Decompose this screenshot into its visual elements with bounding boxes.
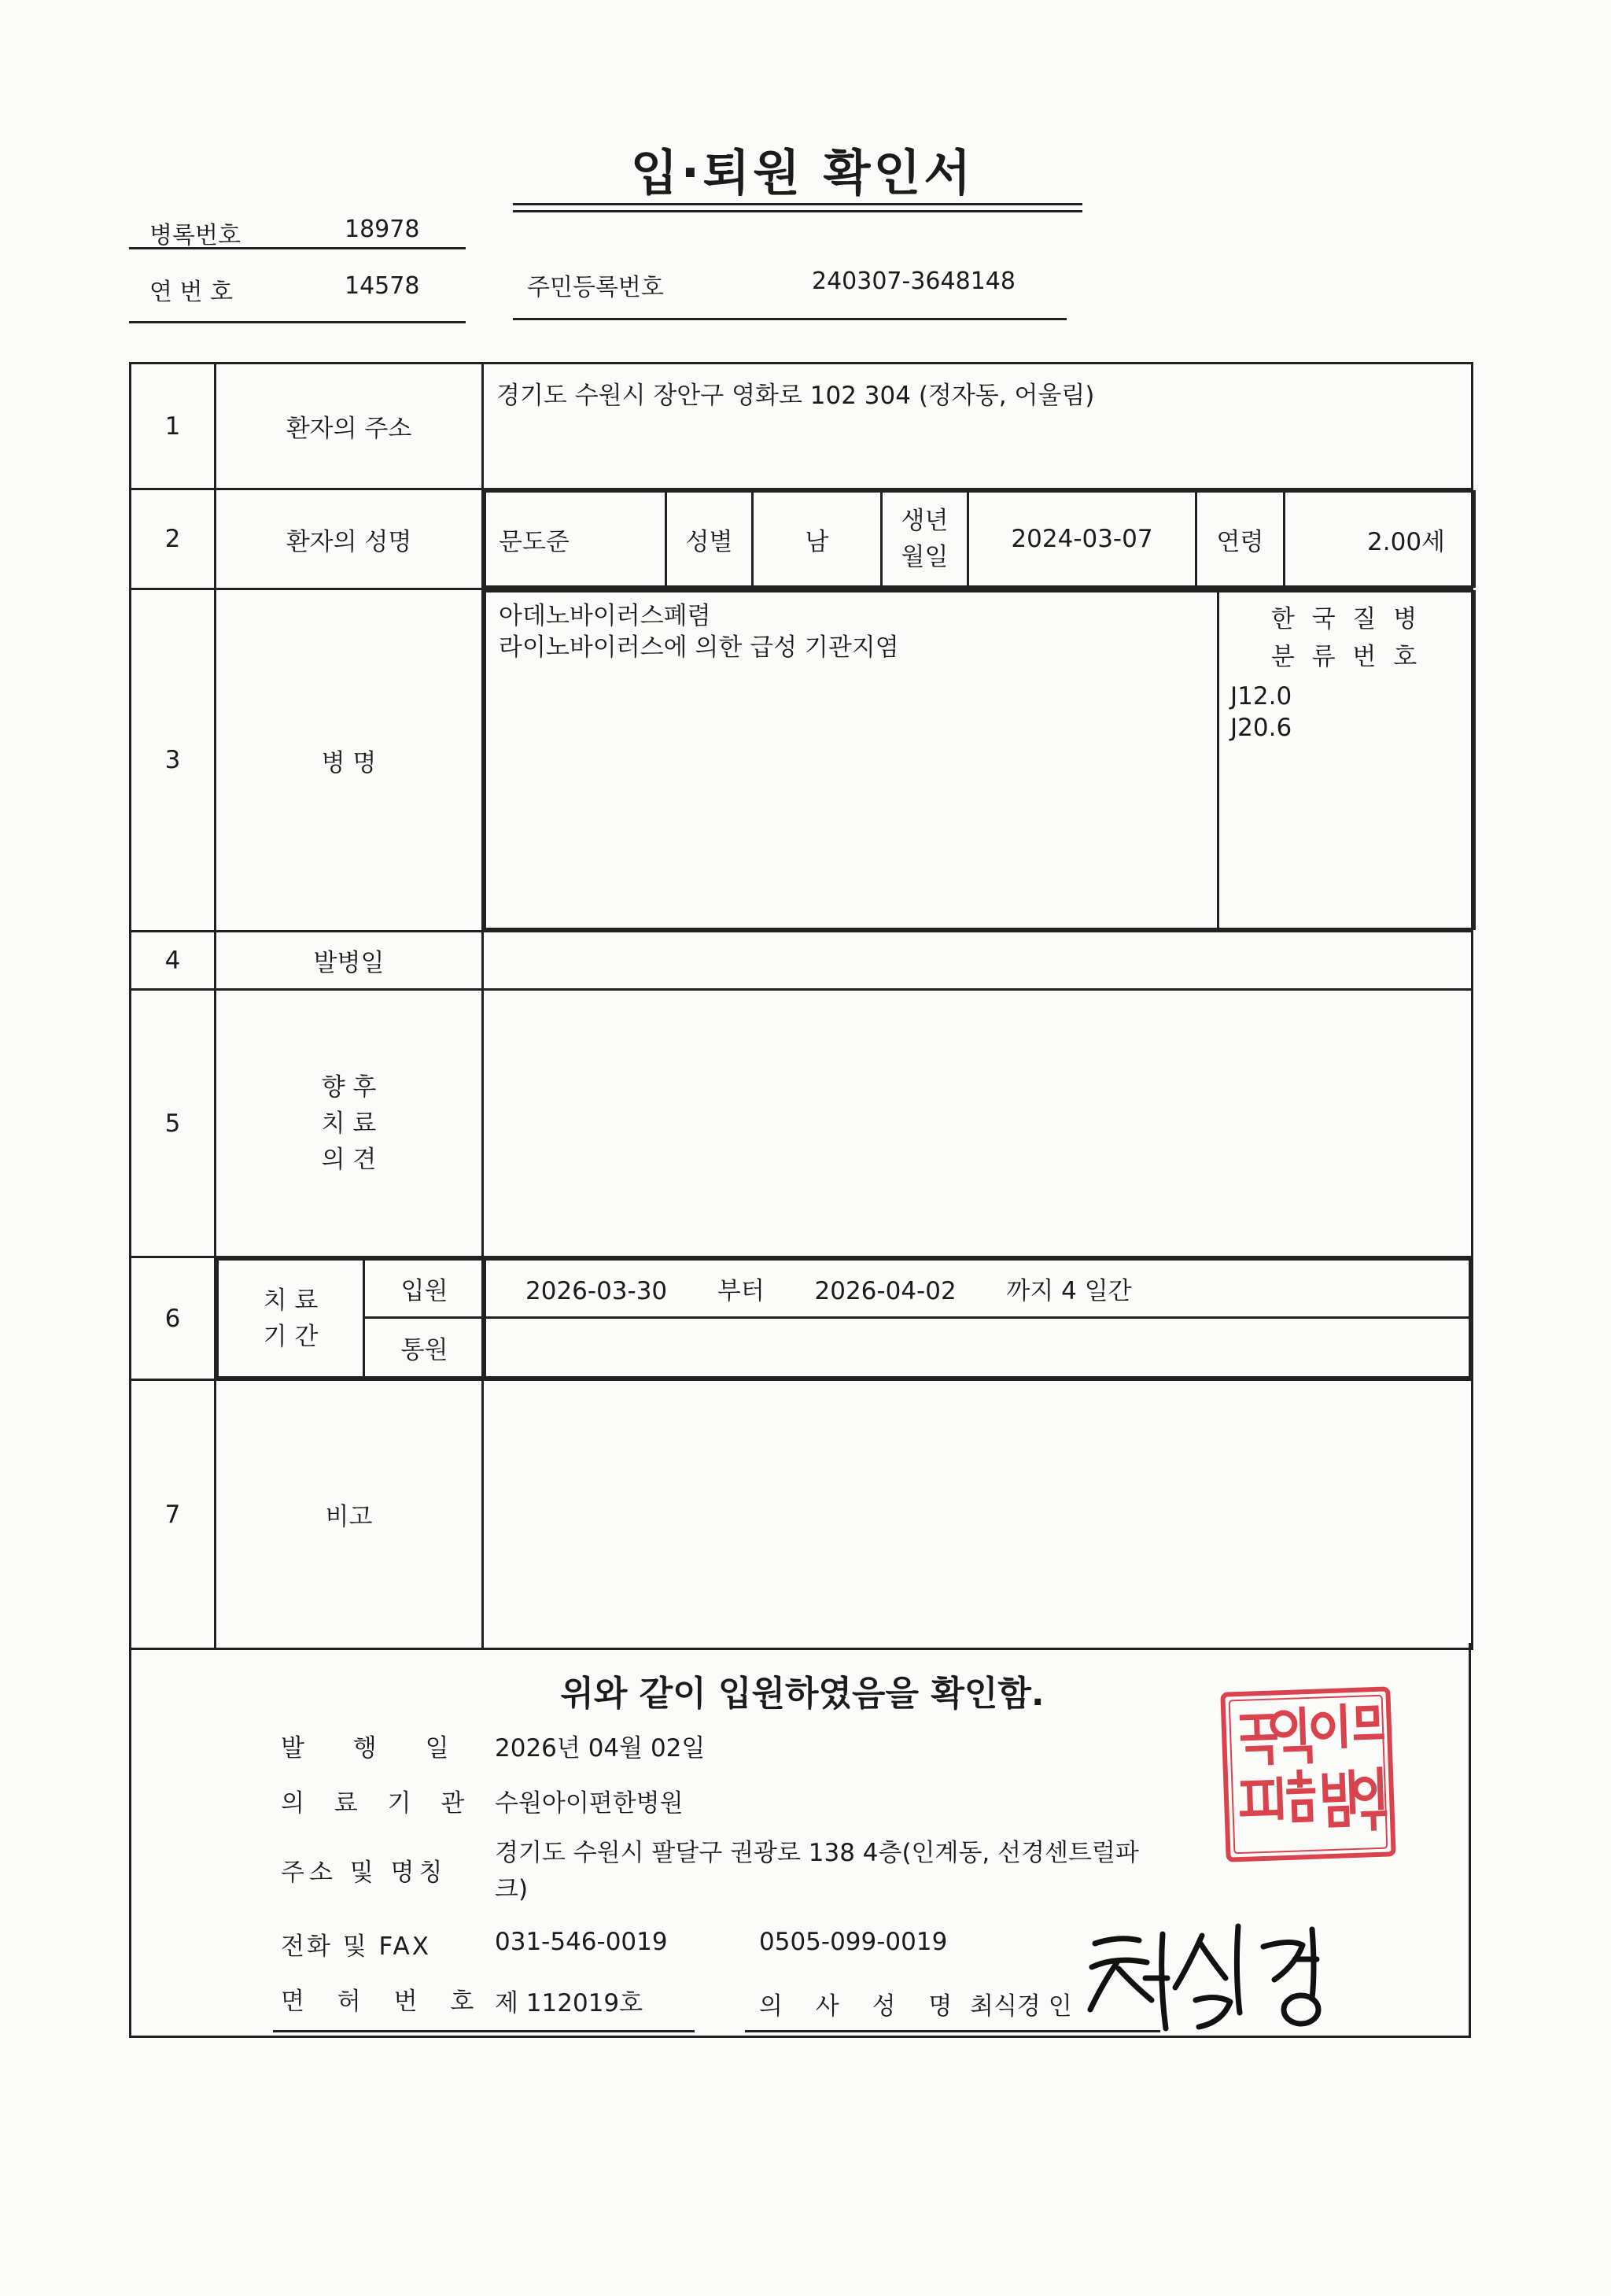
- outpatient-period: [485, 1318, 1470, 1378]
- serial-number-underline: [129, 321, 466, 323]
- license-number: 제 112019호: [495, 1989, 643, 2017]
- issue-date-label: 발 행 일: [281, 1734, 470, 1763]
- birth-label-line-1: 생년: [901, 507, 949, 535]
- doctor-signature: [1078, 1912, 1345, 2038]
- license-underline: [273, 2030, 695, 2032]
- record-number-label: 병록번호: [149, 222, 241, 249]
- institution-name: 수원아이편한병원: [495, 1789, 684, 1818]
- birth-label-line-2: 월일: [901, 543, 949, 571]
- row-number: 2: [131, 489, 216, 589]
- row-treatment-period: [131, 1257, 1473, 1380]
- confirmation-statement: 위와 같이 입원하였음을 확인함.: [560, 1674, 1045, 1714]
- remarks-label: 비고: [216, 1380, 483, 1649]
- age-label: 연령: [1196, 492, 1285, 587]
- outpatient-label: 통원: [364, 1318, 485, 1378]
- code-label-1: 한 국 질 병: [1270, 605, 1422, 633]
- phone-number: 031-546-0019: [495, 1928, 668, 1956]
- title-underline: [513, 203, 1082, 212]
- diagnosis-2: 라이노바이러스에 의한 급성 기관지염: [499, 633, 899, 662]
- disease-codes: [1218, 592, 1475, 929]
- fax-number: 0505-099-0019: [759, 1928, 948, 1956]
- serial-number-value: 14578: [345, 272, 420, 300]
- opinion-label-line-1: 향 후: [321, 1072, 377, 1102]
- inpatient-label: 입원: [364, 1260, 485, 1318]
- period-label-cells: [216, 1257, 483, 1380]
- diagnosis-1: 아데노바이러스폐렴: [499, 602, 711, 630]
- row-remarks: [131, 1380, 1473, 1649]
- doctor-label: 의 사 성 명: [759, 1992, 965, 2021]
- address-label: 환자의 주소: [216, 364, 483, 489]
- phone-label: 전화 및 FAX: [281, 1932, 431, 1961]
- sex-label: 성별: [666, 492, 753, 587]
- inpatient-start: 2026-03-30: [525, 1277, 668, 1305]
- row-number: 7: [131, 1380, 216, 1649]
- opinion-label-line-2: 치 료: [321, 1109, 377, 1138]
- record-number-value: 18978: [345, 216, 420, 243]
- sex-value: 남: [753, 492, 882, 587]
- code-1: J12.0: [1230, 682, 1292, 711]
- period-label-line-1: 치 료: [263, 1286, 319, 1315]
- remarks-value: [483, 1380, 1473, 1649]
- rrn-value: 240307-3648148: [812, 268, 1016, 295]
- birth-label: [882, 492, 968, 587]
- period-label-line-2: 기 간: [263, 1322, 319, 1351]
- onset-label: 발병일: [216, 932, 483, 990]
- name-label: 환자의 성명: [216, 489, 483, 589]
- birth-date: 2024-03-07: [968, 492, 1196, 587]
- row-number: 1: [131, 364, 216, 489]
- row-number: 3: [131, 589, 216, 932]
- row-number: 6: [131, 1257, 216, 1380]
- row-address: [131, 364, 1473, 489]
- opinion-value: [483, 990, 1473, 1257]
- diagnosis-names: [485, 592, 1218, 929]
- from-text: 부터: [717, 1277, 765, 1305]
- row-number: 4: [131, 932, 216, 990]
- diagnosis-label: 병 명: [216, 589, 483, 932]
- row-name: [131, 489, 1473, 589]
- institution-label: 의 료 기 관: [281, 1789, 476, 1818]
- period-label: [218, 1260, 364, 1378]
- doctor-name: 최식경 인: [970, 1992, 1072, 2021]
- institution-address: [495, 1835, 1139, 1907]
- opinion-label: [216, 990, 483, 1257]
- serial-number-label: 연 번 호: [149, 279, 234, 306]
- institution-address-line-1: 경기도 수원시 팔달구 권광로 138 4층(인계동, 선경센트럴파: [495, 1839, 1139, 1867]
- row-treatment-opinion: [131, 990, 1473, 1257]
- address-value: 경기도 수원시 장안구 영화로 102 304 (정자동, 어울림): [483, 364, 1473, 489]
- period-value-cells: [483, 1257, 1473, 1380]
- record-number-underline: [129, 247, 466, 249]
- issue-date: 2026년 04월 02일: [495, 1734, 706, 1763]
- inpatient-period: [485, 1260, 1470, 1318]
- address-label: 주소 및 명칭: [281, 1859, 448, 1887]
- diagnosis-cells: [483, 589, 1473, 932]
- until-text: 까지 4 일간: [1006, 1277, 1132, 1305]
- opinion-label-line-3: 의 견: [321, 1145, 377, 1174]
- onset-value: [483, 932, 1473, 990]
- license-label: 면 허 번 호: [281, 1988, 487, 2016]
- row-onset: [131, 932, 1473, 990]
- record-table: [129, 362, 1473, 1650]
- row-diagnosis: [131, 589, 1473, 932]
- document-title: 입·퇴원 확인서: [630, 144, 975, 201]
- age-value: 2.00세: [1285, 492, 1475, 587]
- row-number: 5: [131, 990, 216, 1257]
- rrn-label: 주민등록번호: [527, 274, 664, 301]
- patient-name: 문도준: [485, 492, 666, 587]
- inpatient-end: 2026-04-02: [814, 1277, 957, 1305]
- code-2: J20.6: [1230, 714, 1292, 742]
- name-row-cells: [483, 489, 1473, 589]
- institution-address-line-2: 크): [495, 1875, 529, 1903]
- code-label-2: 분 류 번 호: [1270, 643, 1422, 671]
- rrn-underline: [513, 318, 1067, 320]
- hospital-seal: [1215, 1681, 1402, 1868]
